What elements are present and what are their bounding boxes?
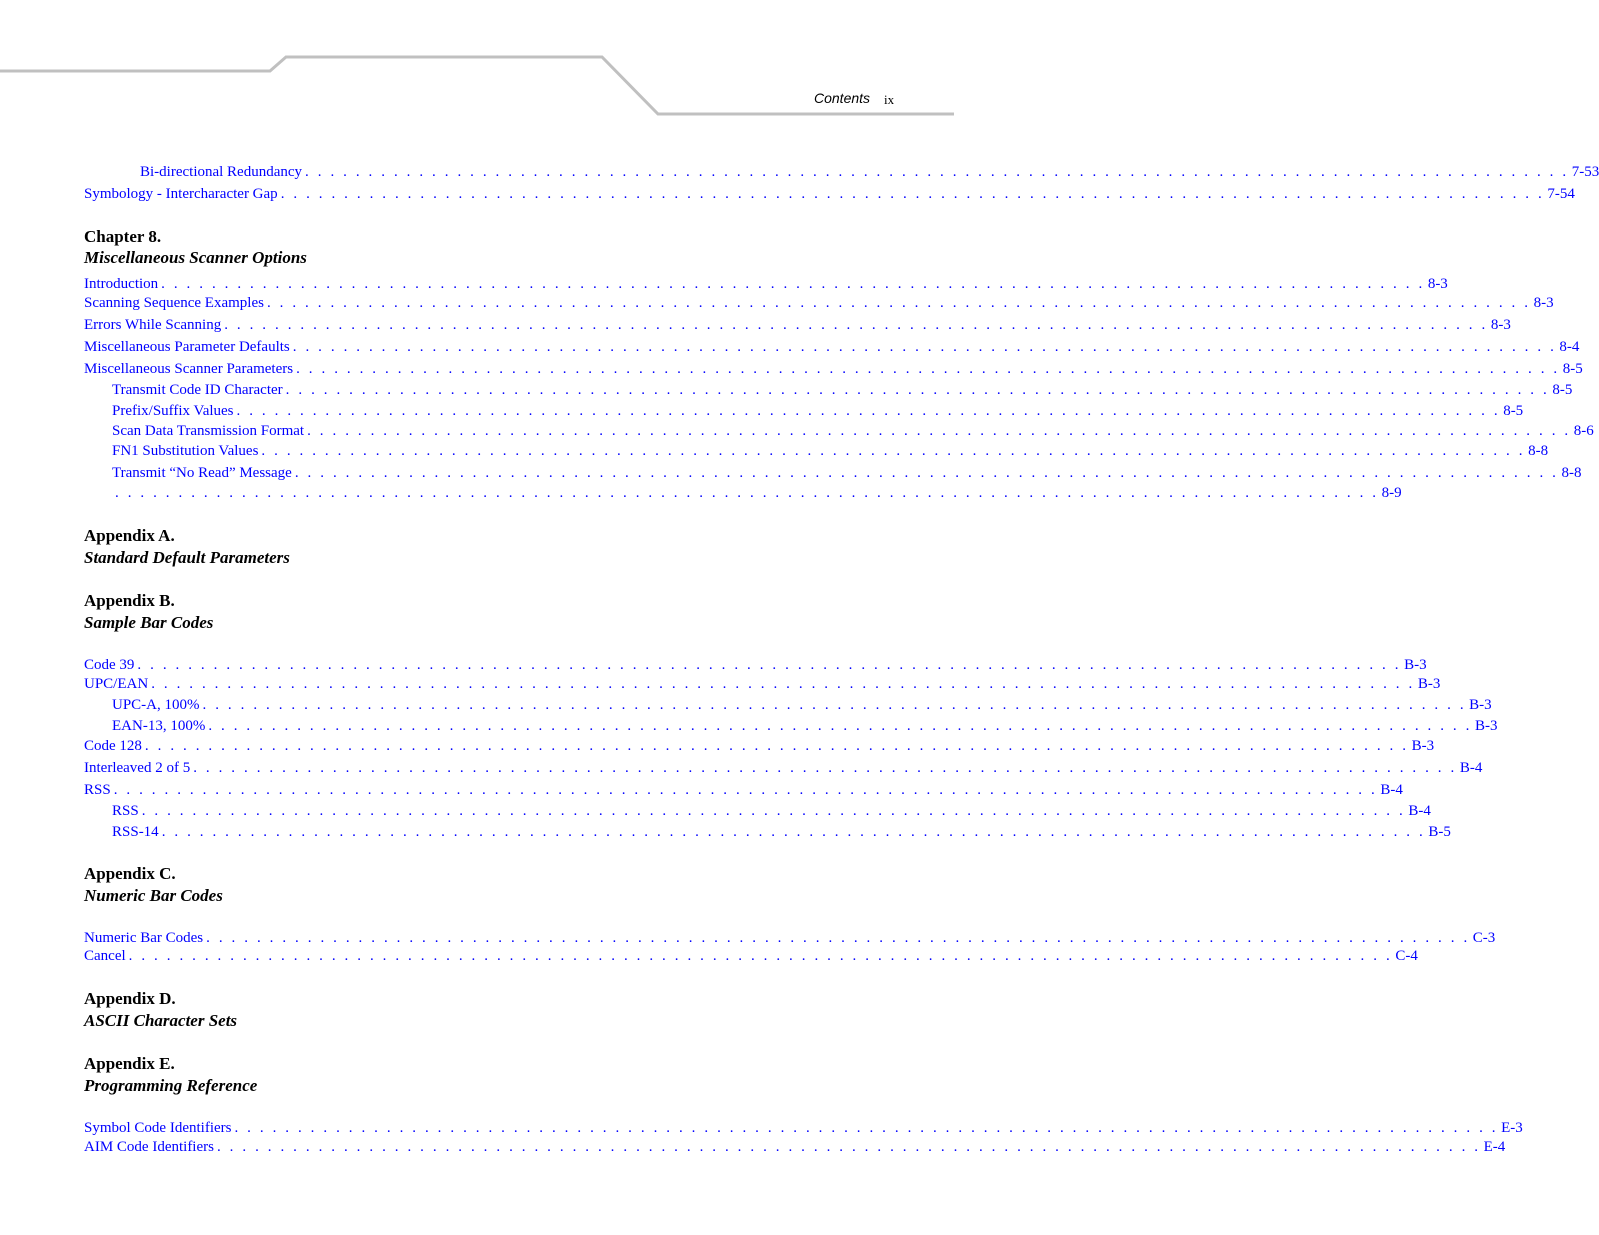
section-name: Contents bbox=[814, 90, 871, 106]
running-header bbox=[800, 90, 900, 110]
appendix-title: Standard Default Parameters bbox=[84, 548, 290, 567]
appendix-label: Appendix D. bbox=[84, 989, 176, 1008]
toc-entry[interactable]: Code 128 . . . . . . . . . . . . . . . . . . . . . . . . . . . . . . . . . . . . . . . . . . . . . . . . . . . . . . . . . . . . . . . . . . . . . . . . . . . . . . . . . . . . . . . . . . . . . . . . . . . . B-3 bbox=[84, 738, 1435, 754]
toc-entry[interactable]: Miscellaneous Parameter Defaults . . . . . . . . . . . . . . . . . . . . . . . . . . . . . . . . . . . . . . . . . . . . . . . . . . . . . . . . . . . . . . . . . . . . . . . . . . . . . . . . . . . . . . . . . . . . . . . . . . . . 8-4 bbox=[84, 339, 1580, 355]
toc-entry[interactable]: Transmit Code ID Character . . . . . . . . . . . . . . . . . . . . . . . . . . . . . . . . . . . . . . . . . . . . . . . . . . . . . . . . . . . . . . . . . . . . . . . . . . . . . . . . . . . . . . . . . . . . . . . . . . . . 8-5 bbox=[112, 382, 1573, 398]
chapter-title: Miscellaneous Scanner Options bbox=[84, 248, 307, 267]
appendix-label: Appendix B. bbox=[84, 591, 175, 610]
appendix-label: Appendix C. bbox=[84, 864, 176, 883]
toc-entry[interactable]: EAN-13, 100% . . . . . . . . . . . . . . . . . . . . . . . . . . . . . . . . . . . . . . . . . . . . . . . . . . . . . . . . . . . . . . . . . . . . . . . . . . . . . . . . . . . . . . . . . . . . . . . . . . . . B-3 bbox=[112, 718, 1498, 734]
toc-entry[interactable]: Code 39 . . . . . . . . . . . . . . . . . . . . . . . . . . . . . . . . . . . . . . . . . . . . . . . . . . . . . . . . . . . . . . . . . . . . . . . . . . . . . . . . . . . . . . . . . . . . . . . . . . . . B-3 bbox=[84, 657, 1427, 673]
toc-entry[interactable]: Miscellaneous Scanner Parameters . . . . . . . . . . . . . . . . . . . . . . . . . . . . . . . . . . . . . . . . . . . . . . . . . . . . . . . . . . . . . . . . . . . . . . . . . . . . . . . . . . . . . . . . . . . . . . . . . . . . 8-5 bbox=[84, 361, 1583, 377]
toc-entry[interactable]: UPC/EAN . . . . . . . . . . . . . . . . . . . . . . . . . . . . . . . . . . . . . . . . . . . . . . . . . . . . . . . . . . . . . . . . . . . . . . . . . . . . . . . . . . . . . . . . . . . . . . . . . . . . B-3 bbox=[84, 676, 1441, 692]
toc-entry[interactable]: Scanning Sequence Examples . . . . . . . . . . . . . . . . . . . . . . . . . . . . . . . . . . . . . . . . . . . . . . . . . . . . . . . . . . . . . . . . . . . . . . . . . . . . . . . . . . . . . . . . . . . . . . . . . . . . 8-3 bbox=[84, 295, 1554, 311]
appendix-title: Sample Bar Codes bbox=[84, 613, 214, 632]
toc-entry[interactable]: Errors While Scanning . . . . . . . . . . . . . . . . . . . . . . . . . . . . . . . . . . . . . . . . . . . . . . . . . . . . . . . . . . . . . . . . . . . . . . . . . . . . . . . . . . . . . . . . . . . . . . . . . . . . 8-3 bbox=[84, 317, 1511, 333]
toc-entry[interactable]: RSS . . . . . . . . . . . . . . . . . . . . . . . . . . . . . . . . . . . . . . . . . . . . . . . . . . . . . . . . . . . . . . . . . . . . . . . . . . . . . . . . . . . . . . . . . . . . . . . . . . . . B-4 bbox=[112, 803, 1431, 819]
toc-entry[interactable]: RSS . . . . . . . . . . . . . . . . . . . . . . . . . . . . . . . . . . . . . . . . . . . . . . . . . . . . . . . . . . . . . . . . . . . . . . . . . . . . . . . . . . . . . . . . . . . . . . . . . . . . B-4 bbox=[84, 782, 1403, 798]
toc-entry[interactable]: Introduction . . . . . . . . . . . . . . . . . . . . . . . . . . . . . . . . . . . . . . . . . . . . . . . . . . . . . . . . . . . . . . . . . . . . . . . . . . . . . . . . . . . . . . . . . . . . . . . . . . . . 8-3 bbox=[84, 276, 1448, 292]
toc-entry[interactable]: Interleaved 2 of 5 . . . . . . . . . . . . . . . . . . . . . . . . . . . . . . . . . . . . . . . . . . . . . . . . . . . . . . . . . . . . . . . . . . . . . . . . . . . . . . . . . . . . . . . . . . . . . . . . . . . . B-4 bbox=[84, 760, 1483, 776]
toc-entry[interactable]: Prefix/Suffix Values . . . . . . . . . . . . . . . . . . . . . . . . . . . . . . . . . . . . . . . . . . . . . . . . . . . . . . . . . . . . . . . . . . . . . . . . . . . . . . . . . . . . . . . . . . . . . . . . . . . . 8-5 bbox=[112, 403, 1524, 419]
appendix-title: ASCII Character Sets bbox=[84, 1011, 238, 1030]
appendix-title: Programming Reference bbox=[84, 1076, 258, 1095]
appendix-label: Appendix E. bbox=[84, 1054, 175, 1073]
toc-entry[interactable]: RSS-14 . . . . . . . . . . . . . . . . . . . . . . . . . . . . . . . . . . . . . . . . . . . . . . . . . . . . . . . . . . . . . . . . . . . . . . . . . . . . . . . . . . . . . . . . . . . . . . . . . . . . B-5 bbox=[112, 824, 1451, 840]
toc-entry[interactable]: Bi-directional Redundancy . . . . . . . . . . . . . . . . . . . . . . . . . . . . . . . . . . . . . . . . . . . . . . . . . . . . . . . . . . . . . . . . . . . . . . . . . . . . . . . . . . . . . . . . . . . . . . . . . . . . 7-53 bbox=[140, 164, 1599, 180]
toc-entry[interactable]: Symbology - Intercharacter Gap . . . . . . . . . . . . . . . . . . . . . . . . . . . . . . . . . . . . . . . . . . . . . . . . . . . . . . . . . . . . . . . . . . . . . . . . . . . . . . . . . . . . . . . . . . . . . . . . . . . . 7-54 bbox=[84, 186, 1575, 202]
toc-entry[interactable]: Numeric Bar Codes . . . . . . . . . . . . . . . . . . . . . . . . . . . . . . . . . . . . . . . . . . . . . . . . . . . . . . . . . . . . . . . . . . . . . . . . . . . . . . . . . . . . . . . . . . . . . . . . . . . . C-3 bbox=[84, 930, 1496, 946]
toc-entry[interactable]: Cancel . . . . . . . . . . . . . . . . . . . . . . . . . . . . . . . . . . . . . . . . . . . . . . . . . . . . . . . . . . . . . . . . . . . . . . . . . . . . . . . . . . . . . . . . . . . . . . . . . . . . C-4 bbox=[84, 948, 1418, 964]
toc-entry[interactable]: AIM Code Identifiers . . . . . . . . . . . . . . . . . . . . . . . . . . . . . . . . . . . . . . . . . . . . . . . . . . . . . . . . . . . . . . . . . . . . . . . . . . . . . . . . . . . . . . . . . . . . . . . . . . . . E-4 bbox=[84, 1139, 1506, 1155]
toc-entry[interactable]: FN1 Substitution Values . . . . . . . . . . . . . . . . . . . . . . . . . . . . . . . . . . . . . . . . . . . . . . . . . . . . . . . . . . . . . . . . . . . . . . . . . . . . . . . . . . . . . . . . . . . . . . . . . . . . 8-8 bbox=[112, 443, 1549, 459]
toc-entry[interactable]: Scan Data Transmission Format . . . . . . . . . . . . . . . . . . . . . . . . . . . . . . . . . . . . . . . . . . . . . . . . . . . . . . . . . . . . . . . . . . . . . . . . . . . . . . . . . . . . . . . . . . . . . . . . . . . . 8-6 bbox=[112, 423, 1594, 439]
appendix-title: Numeric Bar Codes bbox=[84, 886, 223, 905]
toc-entry[interactable]: Symbol Code Identifiers . . . . . . . . . . . . . . . . . . . . . . . . . . . . . . . . . . . . . . . . . . . . . . . . . . . . . . . . . . . . . . . . . . . . . . . . . . . . . . . . . . . . . . . . . . . . . . . . . . . . E-3 bbox=[84, 1120, 1523, 1136]
chapter-label: Chapter 8. bbox=[84, 227, 162, 246]
toc-entry[interactable]: UPC-A, 100% . . . . . . . . . . . . . . . . . . . . . . . . . . . . . . . . . . . . . . . . . . . . . . . . . . . . . . . . . . . . . . . . . . . . . . . . . . . . . . . . . . . . . . . . . . . . . . . . . . . . B-3 bbox=[112, 697, 1492, 713]
toc-entry[interactable]: . . . . . . . . . . . . . . . . . . . . . . . . . . . . . . . . . . . . . . . . . . . . . . . . . . . . . . . . . . . . . . . . . . . . . . . . . . . . . . . . . . . . . . . . . . . . . . . . . . . . 8-9 bbox=[115, 485, 1402, 501]
appendix-label: Appendix A. bbox=[84, 526, 175, 545]
toc-entry[interactable]: Transmit “No Read” Message . . . . . . . . . . . . . . . . . . . . . . . . . . . . . . . . . . . . . . . . . . . . . . . . . . . . . . . . . . . . . . . . . . . . . . . . . . . . . . . . . . . . . . . . . . . . . . . . . . . . 8-8 bbox=[112, 465, 1582, 481]
page-number: ix bbox=[884, 92, 895, 107]
